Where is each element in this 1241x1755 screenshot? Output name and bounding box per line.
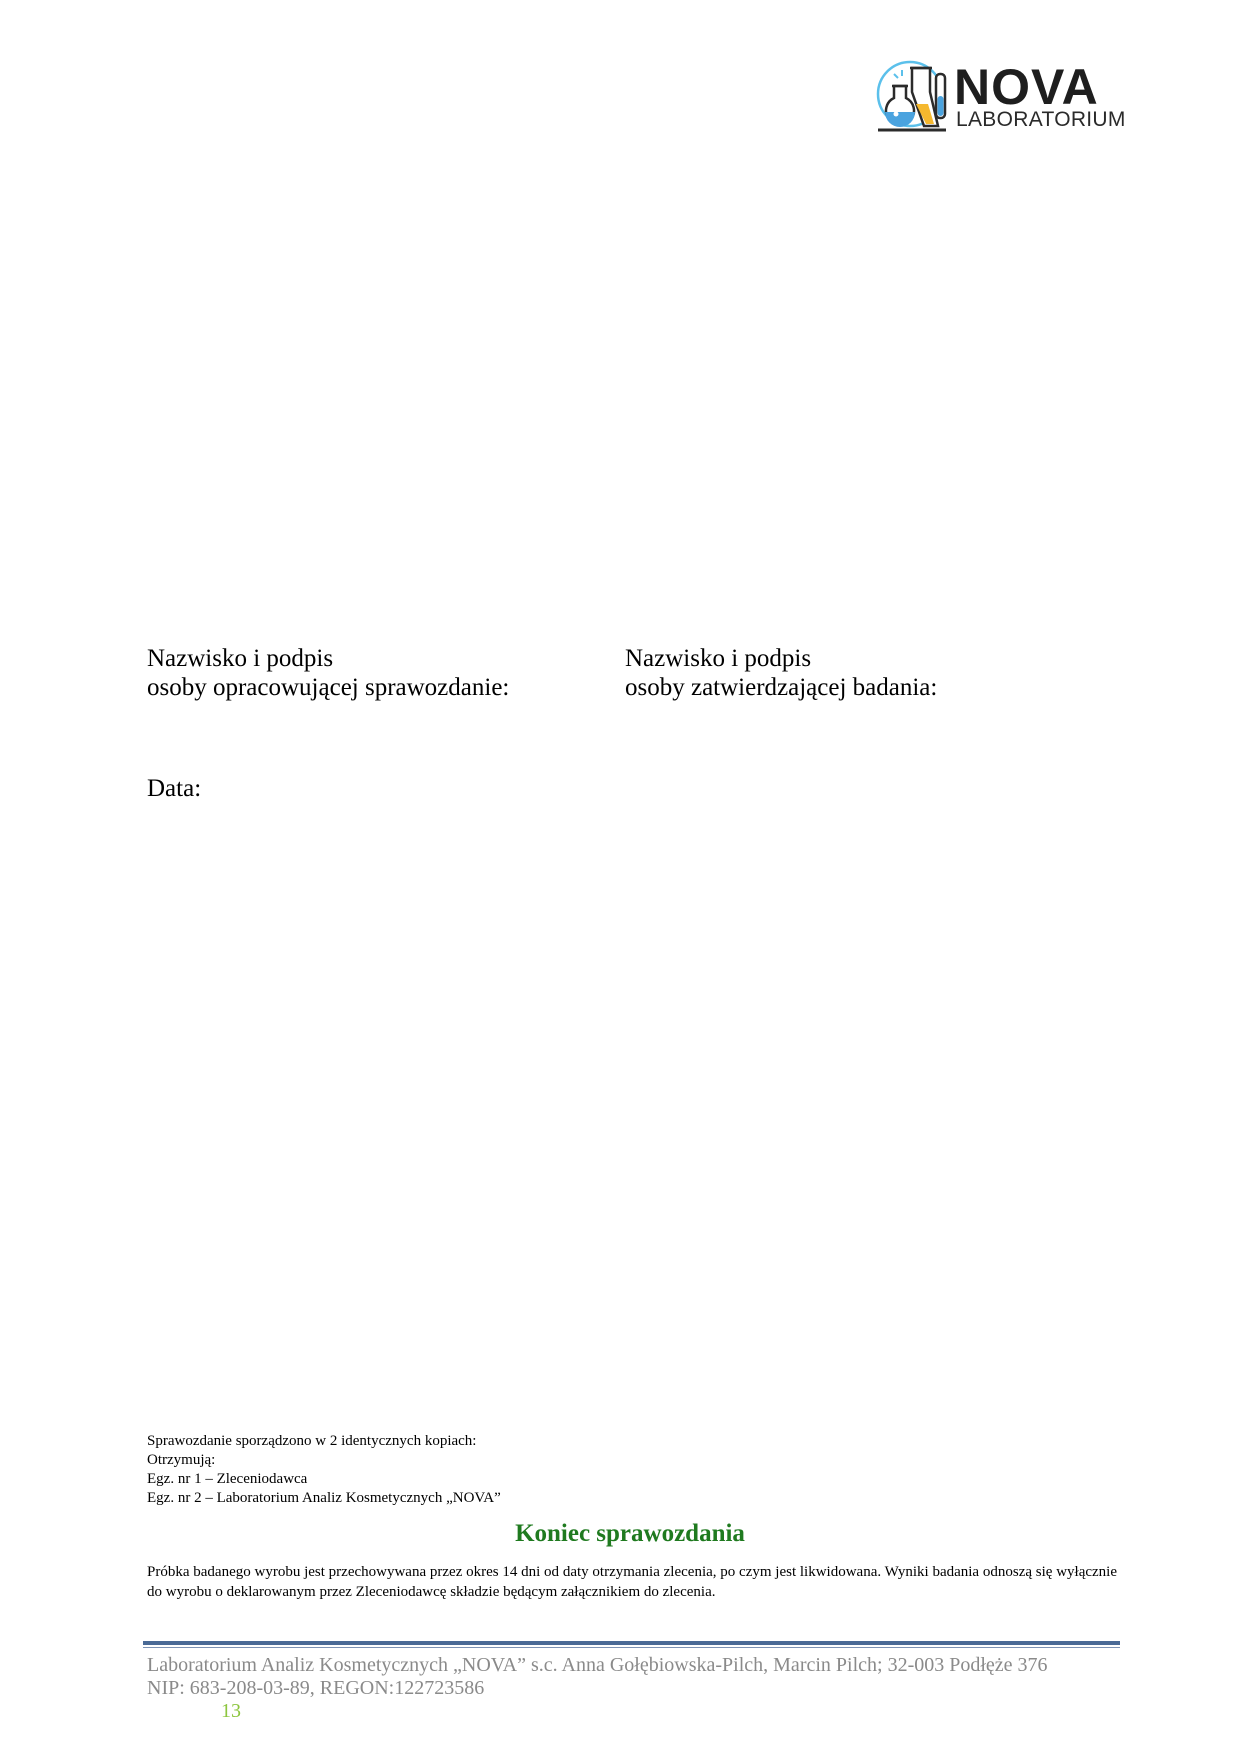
footer-tax-ids: NIP: 683-208-03-89, REGON:122723586	[147, 1677, 485, 1699]
logo-subtitle: LABORATORIUM	[956, 108, 1126, 131]
lab-flasks-icon	[872, 56, 952, 136]
copies-info	[147, 1432, 501, 1508]
signature-right-line2: osoby zatwierdzającej badania:	[625, 674, 938, 701]
disclaimer-text: Próbka badanego wyrobu jest przechowywana przez okres 14 dni od daty otrzymania zlecenia, po czym jest likwidowana. Wyniki badania odnoszą się wyłącznie do wyrobu o deklarowanym przez Zleceniodawcę składzie będącym załącznikiem do zlecenia.	[147, 1564, 1117, 1600]
end-of-report-title: Koniec sprawozdania	[515, 1520, 745, 1547]
copies-line: Egz. nr 2 – Laboratorium Analiz Kosmetycznych „NOVA”	[147, 1490, 501, 1506]
copies-line: Sprawozdanie sporządzono w 2 identycznych kopiach:	[147, 1433, 477, 1449]
signature-left-line2: osoby opracowującej sprawozdanie:	[147, 674, 510, 701]
copies-line: Egz. nr 1 – Zleceniodawca	[147, 1471, 308, 1487]
signature-left-line1: Nazwisko i podpis	[147, 645, 334, 672]
footer	[147, 1654, 1048, 1700]
signature-right	[625, 644, 937, 702]
footer-divider	[143, 1641, 1120, 1648]
company-logo	[872, 56, 1126, 136]
footer-address: Laboratorium Analiz Kosmetycznych „NOVA” s.c. Anna Gołębiowska-Pilch, Marcin Pilch; 32-003 Podłęże 376	[147, 1654, 1048, 1676]
page-number: 13	[221, 1700, 241, 1722]
signature-right-line1: Nazwisko i podpis	[625, 645, 812, 672]
copies-line: Otrzymują:	[147, 1452, 216, 1468]
date-label: Data:	[147, 775, 202, 802]
logo-title: NOVA	[954, 59, 1099, 115]
signature-left	[147, 644, 509, 702]
